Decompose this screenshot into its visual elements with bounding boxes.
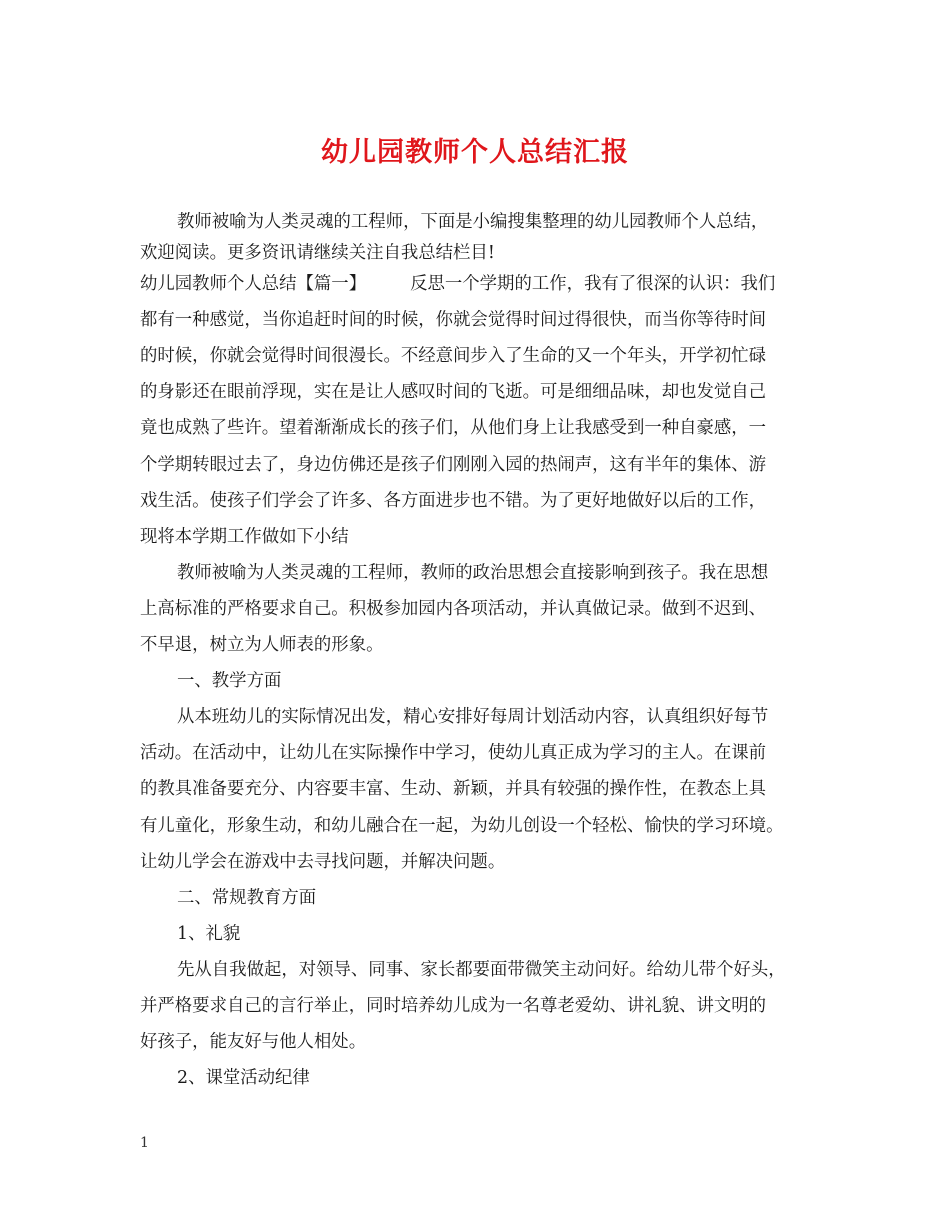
subsection-heading-manners: 1、礼貌 [177, 923, 241, 944]
document-title: 幼儿园教师个人总结汇报 [321, 137, 629, 168]
document-body [140, 204, 830, 1096]
paragraph-line: 活动。在活动中，让幼儿在实际操作中学习，使幼儿真正成为学习的主人。在课前 [140, 743, 767, 764]
paragraph-line: 的身影还在眼前浮现，实在是让人感叹时间的飞逝。可是细细品味，却也发觉自己 [140, 382, 767, 403]
paragraph-line: 欢迎阅读。更多资讯请继续关注自我总结栏目! [140, 243, 495, 264]
paragraph-line: 上高标准的严格要求自己。积极参加园内各项活动，并认真做记录。做到不迟到、 [140, 598, 767, 619]
paragraph-line: 的教具准备要充分、内容要丰富、生动、新颖，并具有较强的操作性，在教态上具 [140, 779, 767, 800]
section-heading-routine: 二、常规教育方面 [177, 887, 317, 908]
paragraph-text: 反思一个学期的工作，我有了很深的认识：我们 [410, 274, 776, 295]
paragraph-line: 有儿童化，形象生动，和幼儿融合在一起，为幼儿创设一个轻松、愉快的学习环境。 [140, 815, 784, 836]
paragraph-line: 都有一种感觉，当你追赶时间的时候，你就会觉得时间过得很快，而当你等待时间 [140, 310, 767, 331]
paragraph-line: 现将本学期工作做如下小结 [140, 526, 349, 547]
paragraph-line: 个学期转眼过去了，身边仿佛还是孩子们刚刚入园的热闹声，这有半年的集体、游 [140, 454, 767, 475]
paragraph-line: 教师被喻为人类灵魂的工程师，下面是小编搜集整理的幼儿园教师个人总结， [177, 212, 769, 232]
paragraph-line: 从本班幼儿的实际情况出发，精心安排好每周计划活动内容，认真组织好每节 [177, 707, 769, 728]
paragraph-line [140, 266, 830, 302]
paragraph-line: 好孩子，能友好与他人相处。 [140, 1032, 367, 1053]
paragraph-line: 让幼儿学会在游戏中去寻找问题，并解决问题。 [140, 851, 506, 872]
paragraph-line: 先从自我做起，对领导、同事、家长都要面带微笑主动问好。给幼儿带个好头， [177, 959, 786, 980]
paragraph-line: 竟也成熟了些许。望着渐渐成长的孩子们，从他们身上让我感受到一种自豪感，一 [140, 418, 767, 439]
paragraph-line: 戏生活。使孩子们学会了许多、各方面进步也不错。为了更好地做好以后的工作， [140, 490, 767, 511]
section-heading-part-one: 幼儿园教师个人总结【篇一】 [140, 274, 367, 295]
page-number: 1 [140, 1135, 149, 1151]
subsection-heading-discipline: 2、课堂活动纪律 [177, 1068, 310, 1089]
paragraph-line: 不早退，树立为人师表的形象。 [140, 635, 384, 656]
paragraph-line: 教师被喻为人类灵魂的工程师，教师的政治思想会直接影响到孩子。我在思想 [177, 562, 769, 583]
paragraph-line: 并严格要求自己的言行举止，同时培养幼儿成为一名尊老爱幼、讲礼貌、讲文明的 [140, 995, 767, 1016]
section-heading-teaching: 一、教学方面 [177, 671, 282, 692]
paragraph-line: 的时候，你就会觉得时间很漫长。不经意间步入了生命的又一个年头，开学初忙碌 [140, 346, 767, 367]
